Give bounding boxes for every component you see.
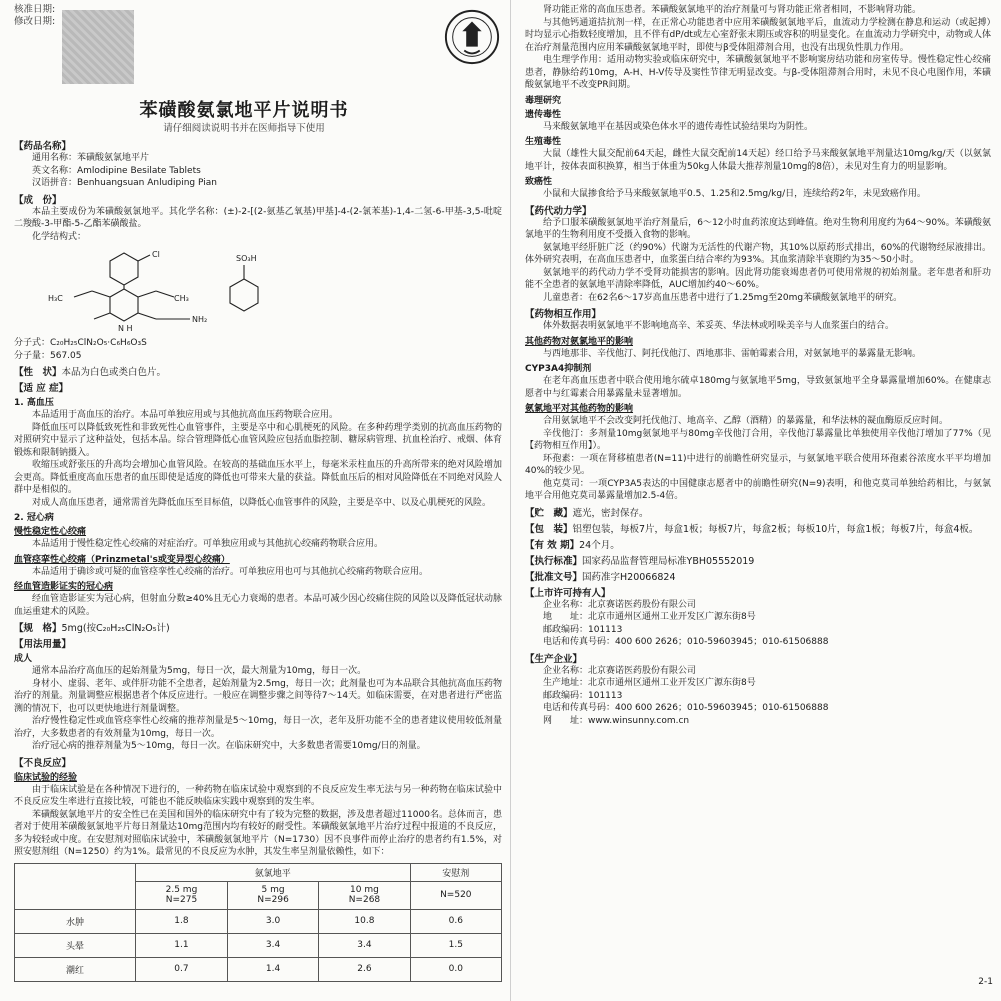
genotoxicity-text: 马来酸氨氯地平在基因或染色体水平的遗传毒性试验结果均为阴性。 xyxy=(543,121,814,132)
indication-hypertension-heading: 1. 高血压 xyxy=(14,398,54,408)
other-drugs-text: 合用氨氯地平不会改变阿托伐他汀、地高辛、乙醇（酒精）的暴露量，和华法林的凝血酶原反应时间。 xyxy=(543,416,949,426)
table-corner-cell xyxy=(15,863,136,909)
manufacturer-website: 网 址：www.winsunny.com.cn xyxy=(543,715,690,726)
storage-heading: 【贮 藏】 xyxy=(525,507,573,519)
pk-text-2: 氨氯地平经肝脏广泛（约90%）代谢为无活性的代谢产物，其10%以原药形式排出，60%的代谢物经尿液排出。体外研究表明，在高血压患者中，血浆蛋白结合率约为93%。其血浆清除半衰期约为35～50小时。 xyxy=(525,242,991,265)
table-row xyxy=(15,957,502,981)
cyp-text: 在老年高血压患者中联合使用地尔硫卓180mg与氨氯地平5mg，导致氨氯地平全身暴露量增加60%。在健康志愿者中与红霉素合用暴露量未显著增加。 xyxy=(525,376,991,399)
document-title: 苯磺酸氨氯地平片说明书 xyxy=(139,100,349,121)
genotoxicity-heading: 遗传毒性 xyxy=(525,109,562,120)
placebo-header: 安慰剂 xyxy=(410,863,501,881)
right-page xyxy=(511,0,1001,1001)
svg-text:N H: N H xyxy=(118,324,133,333)
manufacturer-phone: 电话和传真号码：400 600 2626；010-59603945；010-61506888 xyxy=(543,703,829,713)
svg-text:Cl: Cl xyxy=(152,250,160,259)
dose-header: N=520 xyxy=(410,881,501,909)
simvastatin-text: 辛伐他汀：多剂量10mg氨氯地平与80mg辛伐他汀合用，辛伐他汀暴露量比单独使用辛伐他汀增加了77%（见【药物相互作用】）。 xyxy=(525,428,991,451)
manufacturer-company: 企业名称：北京赛诺医药股份有限公司 xyxy=(543,665,697,676)
cad-stable-text: 本品适用于慢性稳定性心绞痛的对症治疗。可单独应用或与其他抗心绞痛药物联合应用。 xyxy=(32,539,384,549)
section-heading-name: 【药品名称】 xyxy=(14,141,72,152)
amlodipine-group-header: 氨氯地平 xyxy=(136,863,411,881)
validity-text: 24个月。 xyxy=(579,539,620,551)
svg-text:NH₂: NH₂ xyxy=(192,315,208,324)
cad-angiographic-text: 经血管造影证实为冠心病，但射血分数≥40%且无心力衰竭的患者。本品可减少因心绞痛住院的风险以及降低冠状动脉血运重建术的风险。 xyxy=(14,594,502,617)
table-cell: 10.8 xyxy=(319,909,410,933)
carcinogenicity-text: 小鼠和大鼠掺食给予马来酸氨氯地平0.5、1.25和2.5mg/kg/日，连续给药2年，未见致癌作用。 xyxy=(543,189,926,199)
chemical-structure xyxy=(14,245,502,337)
approval-heading: 【批准文号】 xyxy=(525,571,583,583)
renal-text: 肾功能正常的高血压患者。苯磺酸氨氯地平的治疗剂量可与肾功能正常者相同，不影响肾功能。 xyxy=(543,5,922,15)
cad-angiographic-label: 经血管造影证实的冠心病 xyxy=(14,582,114,592)
revision-date-approval: 核准日期: xyxy=(14,4,56,15)
mah-company: 企业名称：北京赛诺医药股份有限公司 xyxy=(543,599,697,610)
properties-heading-text: 【性 状】 xyxy=(14,367,62,378)
spec-text: 5mg(按C₂₀H₂₅ClN₂O₅计) xyxy=(61,623,170,634)
table-cell: 3.4 xyxy=(319,933,410,957)
cad-stable-label: 慢性稳定性心绞痛 xyxy=(14,527,87,537)
dosage-p1: 通常本品治疗高血压的起始剂量为5mg，每日一次，最大剂量为10mg，每日一次。 xyxy=(32,666,367,676)
redacted-block xyxy=(62,10,134,84)
standard-row xyxy=(525,553,991,567)
toxicology-heading: 毒理研究 xyxy=(525,95,562,106)
reproductive-heading: 生殖毒性 xyxy=(525,137,562,147)
manufacturer-heading: 【生产企业】 xyxy=(525,653,583,665)
indication-p2: 降低血压可以降低致死性和非致死性心血管事件，主要是卒中和心肌梗死的风险。在多种药理学类别的抗高血压药物的对照研究中显示了这种益处，包括本品。综合管理降低心血管风险应包括血脂控制、糖尿病管理、抗血栓治疗、戒烟、体育锻炼和限制钠摄入。 xyxy=(14,422,502,458)
pinyin-name: 汉语拼音：Benhuangsuan Anludiping Pian xyxy=(32,178,217,188)
interaction-text-2: 与西地那非、辛伐他汀、阿托伐他汀、西地那非、雷帕霉素合用，对氨氯地平的暴露量无影响。 xyxy=(543,348,922,359)
manufacturer-address: 生产地址：北京市通州区通州工业开发区广源东街8号 xyxy=(543,678,756,688)
indication-p4: 对成人高血压患者，通常需首先降低血压至目标值，以降低心血管事件的风险，主要是卒中、以及心肌梗死的风险。 xyxy=(32,497,492,508)
structure-label: 化学结构式： xyxy=(32,231,87,242)
section-heading-composition: 【成 份】 xyxy=(14,194,62,206)
standard-text: 国家药品监督管理局标准YBH05552019 xyxy=(582,555,755,567)
composition-text: 本品主要成份为苯磺酸氨氯地平。其化学名称：(±)-2-[(2-氨基乙氧基)甲基]-4-(2-氯苯基)-1,4-二氢-6-甲基-3,5-吡啶二羧酸-3-甲酯-5-乙酯苯磺酸盐。 xyxy=(14,206,502,229)
dosage-adult-label: 成人 xyxy=(14,654,33,664)
approval-row xyxy=(525,569,991,583)
right-content xyxy=(525,4,991,727)
table-cell: 3.4 xyxy=(227,933,318,957)
table-cell: 0.0 xyxy=(410,957,501,981)
spec-heading-text: 【规 格】 xyxy=(14,623,62,634)
table-cell: 1.5 xyxy=(410,933,501,957)
pharmacokinetics-heading: 【药代动力学】 xyxy=(525,205,592,217)
generic-name: 通用名称：苯磺酸氨氯地平片 xyxy=(32,153,150,163)
interaction-subheading: 其他药物对氨氯地平的影响 xyxy=(525,336,634,347)
storage-row xyxy=(525,505,991,519)
table-cell: 0.6 xyxy=(410,909,501,933)
table-row xyxy=(15,909,502,933)
package-row xyxy=(525,521,991,535)
adverse-p1: 由于临床试验是在各种情况下进行的，一种药物在临床试验中观察到的不良反应发生率无法与另一种药物在临床试验中不良反应发生率进行直接比较，可能也不能反映临床实践中观察到的发生率。 xyxy=(14,784,502,807)
revision-date-modified: 修改日期: xyxy=(14,16,56,27)
cyclosporine-text: 环孢素：一项在肾移植患者(N=11)中进行的前瞻性研究显示，与氨氯地平联合使用环孢素谷浓度水平平均增加40%的较少见。 xyxy=(525,453,991,476)
cad-vasospastic-label: 血管痉挛性心绞痛（Prinzmetal's或变异型心绞痛） xyxy=(14,554,230,565)
validity-heading: 【有 效 期】 xyxy=(525,539,580,551)
dosage-p3: 治疗慢性稳定性或血管痉挛性心绞痛的推荐剂量是5～10mg，每日一次，老年及肝功能不全的患者建议使用较低剂量治疗，大多数患者的有效剂量为10mg，每日一次。 xyxy=(14,716,502,739)
approval-text: 国药准字H20066824 xyxy=(582,571,676,583)
svg-text:SO₃H: SO₃H xyxy=(236,254,257,263)
cad-vasospastic-text: 本品适用于确诊或可疑的血管痉挛性心绞痛的治疗。可单独应用也可与其他抗心绞痛药物联合应用。 xyxy=(32,566,429,577)
tacrolimus-text: 他克莫司：一项CYP3A5表达的中国健康志愿者中的前瞻性研究(N=9)表明，和他克莫司单独给药相比，与氨氯地平合用他克莫司暴露量增加2.5-4倍。 xyxy=(525,478,991,501)
row-label: 水肿 xyxy=(15,909,136,933)
table-cell: 1.4 xyxy=(227,957,318,981)
table-cell: 3.0 xyxy=(227,909,318,933)
validity-row xyxy=(525,537,991,551)
hemodynamic-text: 与其他钙通道拮抗剂一样，在正常心功能患者中应用苯磺酸氨氯地平后，血流动力学检测在静息和运动（或起搏）时均显示心指数轻度增加，且不伴有dP/dt或左心室舒张末期压或容积的明显变化。在血流动力学研究中，动物或人体在治疗剂量范围内应用苯磺酸氨氯地平时，即使与β受体阻滞剂合用，也没有出现负性肌力作用。 xyxy=(525,17,991,53)
standard-heading: 【执行标准】 xyxy=(525,555,583,567)
svg-text:H₃C: H₃C xyxy=(48,294,63,303)
mah-address: 地 址：北京市通州区通州工业开发区广源东街8号 xyxy=(543,612,756,622)
svg-text:CH₃: CH₃ xyxy=(174,294,189,303)
company-logo-icon xyxy=(443,8,501,66)
cyp-heading: CYP3A4抑制剂 xyxy=(525,364,592,374)
chemical-structure-icon xyxy=(14,245,314,337)
section-heading-indications: 【适 应 症】 xyxy=(14,383,69,394)
dose-header: 10 mg N=268 xyxy=(319,881,410,909)
indication-cad-heading: 2. 冠心病 xyxy=(14,513,54,523)
other-drugs-subheading: 氨氯地平对其他药物的影响 xyxy=(525,404,634,414)
dosage-p2: 身材小、虚弱、老年、或伴肝功能不全患者，起始剂量为2.5mg，每日一次；此剂量也可为本品联合其他抗高血压药物治疗的剂量。剂量调整应根据患者个体反应进行。一般应在调整步骤之间等待7～14天。如临床需要，在对患者进行严密监测的情况下，也可以更快地进行剂量调整。 xyxy=(14,678,502,714)
document-subtitle: 请仔细阅读说明书并在医师指导下使用 xyxy=(163,123,325,134)
row-label: 潮红 xyxy=(15,957,136,981)
package-text: 铝塑包装，每板7片，每盒1板；每板7片，每盒2板；每板10片，每盒1板；每板7片，每盒4板。 xyxy=(572,523,979,535)
interaction-text-1: 体外数据表明氨氯地平不影响地高辛、苯妥英、华法林或吲哚美辛与人血浆蛋白的结合。 xyxy=(543,321,895,331)
carcinogenicity-heading: 致癌性 xyxy=(525,177,553,187)
dose-header: 2.5 mg N=275 xyxy=(136,881,228,909)
adverse-p2: 苯磺酸氨氯地平片的安全性已在美国和国外的临床研究中有了较为完整的数据，涉及患者超过11000名。总体而言，患者对于使用苯磺酸氨氯地平片每日剂量达10mg范围内均有较好的耐受性。苯磺酸氨氯地平片治疗过程中报道的不良反应，多为较轻或中度。在安慰剂对照临床试验中，苯磺酸氨氯地平片（N=1730）因不良事件而停止治疗的患者约有1.5%，对照安慰剂组（N=1250）约为1%。最常见的不良反应为水肿，其发生率呈剂量依赖性，如下： xyxy=(14,809,502,857)
pk-text-3: 氨氯地平的药代动力学不受肾功能损害的影响。因此肾功能衰竭患者仍可使用常规的初始剂量。老年患者和肝功能不全患者的氨氯地平清除率降低，AUC增加约40～60%。 xyxy=(525,267,991,290)
pediatric-text: 儿童患者：在62名6～17岁高血压患者中进行了1.25mg至20mg苯磺酸氨氯地平的研究。 xyxy=(543,292,903,303)
mah-zip: 邮政编码：101113 xyxy=(543,624,623,635)
page-number: 2-1 xyxy=(978,977,993,987)
left-content xyxy=(14,136,502,982)
section-heading-adverse: 【不良反应】 xyxy=(14,757,72,769)
mah-phone: 电话和传真号码：400 600 2626；010-59603945；010-61506888 xyxy=(543,637,829,647)
indication-p3: 收缩压或舒张压的升高均会增加心血管风险。在较高的基础血压水平上，每毫米汞柱血压的升高所带来的绝对风险增加会更高。降低重度高血压患者的血压即使是适度的降低也可带来大量的获益。降低血压后的相对风险降低在不同绝对风险人群中是相似的。 xyxy=(14,460,502,495)
table-cell: 2.6 xyxy=(319,957,410,981)
electrophysiology-text: 电生理学作用：适用动物实验或临床研究中，苯磺酸氨氯地平不影响窦房结功能和房室传导。慢性稳定性心绞痛患者，静脉给药10mg，A-H、H-V传导及窦性节律无明显改变。与β-受体阻滞剂合用时，未见不良心电图作用，苯磺酸氨氯地平不改变PR间期。 xyxy=(525,55,991,90)
indication-p1: 本品适用于高血压的治疗。本品可单独应用或与其他抗高血压药物联合应用。 xyxy=(32,410,339,420)
interaction-heading: 【药物相互作用】 xyxy=(525,309,602,320)
section-heading-spec xyxy=(14,620,502,634)
section-heading-dosage: 【用法用量】 xyxy=(14,639,72,650)
adverse-events-table xyxy=(14,863,502,982)
table-header-row xyxy=(15,863,502,881)
molecular-weight: 分子量：567.05 xyxy=(14,350,82,361)
dose-header: 5 mg N=296 xyxy=(227,881,318,909)
storage-text: 遮光，密封保存。 xyxy=(572,507,649,519)
table-cell: 1.1 xyxy=(136,933,228,957)
table-cell: 1.8 xyxy=(136,909,228,933)
english-name: 英文名称：Amlodipine Besilate Tablets xyxy=(32,165,201,176)
table-row xyxy=(15,933,502,957)
package-heading: 【包 装】 xyxy=(525,523,573,535)
section-heading-properties xyxy=(14,364,502,378)
mah-heading: 【上市许可持有人】 xyxy=(525,587,611,599)
manufacturer-zip: 邮政编码：101113 xyxy=(543,690,623,701)
reproductive-text: 大鼠（雄性大鼠交配前64天起，雌性大鼠交配前14天起）经口给予马来酸氨氯地平剂量达10mg/kg/天（以氨氯地平计，按体表面积换算，相当于体重为50kg人体最大推荐剂量10mg的8倍），未见对生育力的明显影响。 xyxy=(525,149,991,172)
pk-text-1: 给予口服苯磺酸氨氯地平治疗剂量后，6～12小时血药浓度达到峰值。绝对生物利用度约为64～90%。苯磺酸氨氯地平的生物利用度不受摄入食物的影响。 xyxy=(525,217,991,240)
dosage-p4: 治疗冠心病的推荐剂量为5～10mg，每日一次。在临床研究中，大多数患者需要10mg/日的剂量。 xyxy=(32,741,426,751)
molecular-formula: 分子式：C₂₀H₂₅ClN₂O₅·C₆H₆O₃S xyxy=(14,338,147,348)
properties-text: 本品为白色或类白色片。 xyxy=(61,367,167,378)
adverse-clinical-label: 临床试验的经验 xyxy=(14,772,78,783)
table-cell: 0.7 xyxy=(136,957,228,981)
row-label: 头晕 xyxy=(15,933,136,957)
